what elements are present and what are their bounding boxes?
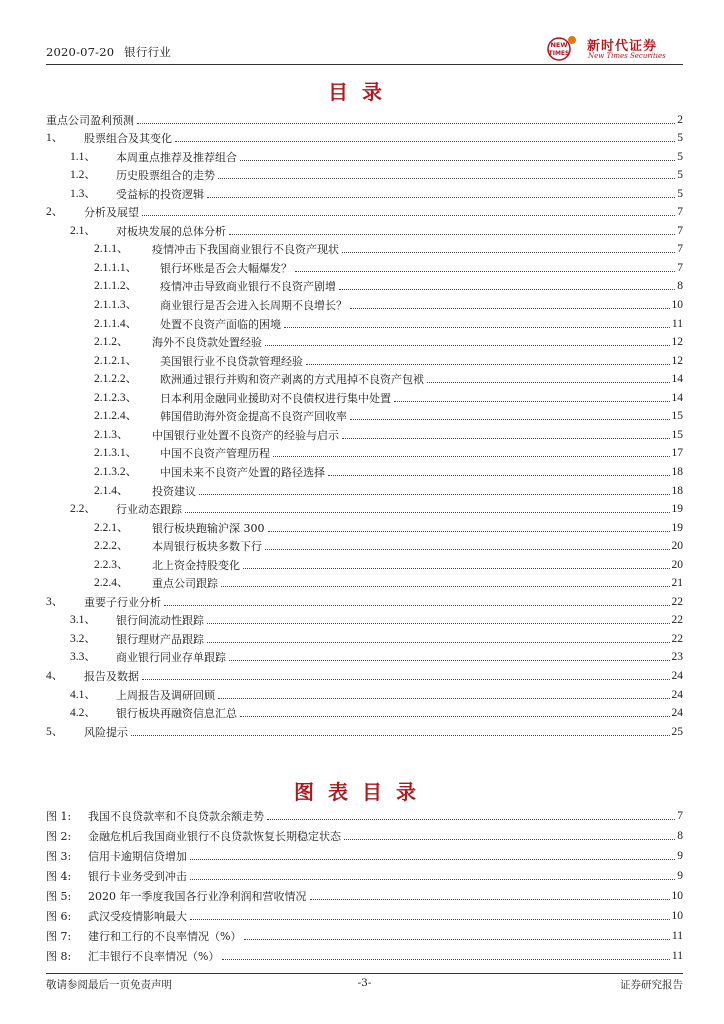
toc-entry-label: 中国银行业处置不良资产的经验与启示 [152, 428, 339, 442]
toc-entry[interactable] [46, 627, 683, 646]
toc-entry-number: 3、 [46, 595, 64, 608]
dot-leader [306, 364, 670, 365]
dot-leader [350, 308, 670, 309]
dot-leader [267, 819, 675, 820]
toc-entry-page: 5 [677, 150, 683, 163]
toc-entry[interactable] [46, 386, 683, 405]
toc-entry-label: 北上资金持股变化 [152, 558, 240, 572]
toc-entry[interactable] [46, 349, 683, 368]
toc-entry-page: 7 [677, 243, 683, 256]
toc-entry-label: 银行理财产品跟踪 [116, 632, 204, 646]
toc-entry-page: 22 [671, 595, 683, 608]
toc-entry[interactable] [46, 572, 683, 591]
toc-entry-number: 2.1.2.4、 [94, 410, 138, 423]
figure-entry[interactable] [46, 945, 683, 964]
figure-entry-page: 10 [671, 889, 683, 902]
toc-entry-number: 3.1、 [70, 614, 96, 627]
figure-entry-label: 我国不良贷款率和不良贷款余额走势 [88, 809, 264, 823]
dot-leader [222, 959, 669, 960]
figure-entry[interactable] [46, 804, 683, 823]
toc-entry-page: 24 [671, 670, 683, 682]
dot-leader [284, 327, 670, 328]
figure-entry-page: 8 [677, 829, 683, 842]
toc-entry[interactable] [46, 164, 683, 183]
toc-entry-number: 1.2、 [70, 169, 96, 182]
toc-entry-label: 重要子行业分析 [84, 595, 161, 609]
toc-entry[interactable] [46, 201, 683, 220]
toc-entry-number: 5、 [46, 725, 64, 738]
toc-entry-page: 5 [677, 169, 683, 182]
dot-leader [240, 160, 675, 161]
toc-entry-label: 韩国借助海外资金提高不良资产回收率 [160, 410, 347, 424]
toc-entry-page: 23 [671, 651, 683, 664]
footer-divider [46, 973, 683, 974]
toc-entry-label: 疫情冲击下我国商业银行不良资产现状 [152, 243, 339, 257]
toc-entry[interactable] [46, 442, 683, 461]
toc-entry-label: 疫情冲击导致商业银行不良资产剧增 [160, 280, 336, 294]
toc-entry-number: 2.2.1、 [94, 521, 129, 534]
toc-entry[interactable] [46, 108, 683, 127]
dot-leader [265, 345, 670, 346]
toc-entry-page: 20 [671, 558, 683, 571]
toc-entry-label: 行业动态跟踪 [116, 503, 182, 517]
figure-entry-label: 2020 年一季度我国各行业净利润和营收情况 [88, 889, 307, 903]
figure-entry-label: 金融危机后我国商业银行不良贷款恢复长期稳定状态 [88, 829, 341, 843]
toc-entry-number: 2.1.2.1、 [94, 354, 138, 367]
toc-entry-label: 日本利用金融同业援助对不良债权进行集中处置 [160, 391, 391, 405]
toc-entry-number: 2.1.4、 [94, 484, 129, 497]
dot-leader [190, 879, 675, 880]
toc-entry[interactable] [46, 702, 683, 721]
dot-leader [344, 839, 675, 840]
toc-entry[interactable] [46, 145, 683, 164]
dot-leader [342, 438, 670, 439]
toc-entry-number: 2.1.2.2、 [94, 373, 138, 386]
figure-entry-page: 11 [671, 930, 683, 943]
page-header [46, 34, 683, 64]
dot-leader [295, 271, 675, 272]
toc-entry-page: 19 [671, 503, 683, 516]
dot-leader [221, 586, 670, 587]
toc-entry-label: 银行间流动性跟踪 [116, 614, 204, 628]
toc-entry-number: 3.3、 [70, 651, 96, 664]
toc-entry-label: 海外不良贷款处置经验 [152, 336, 262, 350]
toc-entry-number: 1.3、 [70, 187, 96, 200]
new-times-logo-icon [543, 34, 583, 62]
figure-entry-number: 图 4: [46, 869, 72, 883]
dot-leader [207, 623, 670, 624]
toc-entry-page: 12 [671, 354, 683, 367]
toc-entry-page: 25 [671, 725, 683, 738]
figure-entry-number: 图 8: [46, 950, 72, 964]
dot-leader [243, 568, 670, 569]
toc-entry-label: 重点公司跟踪 [152, 577, 218, 591]
dot-leader [342, 252, 675, 253]
figure-entry-label: 武汉受疫情影响最大 [88, 910, 187, 923]
toc-entry-page: 20 [671, 540, 683, 553]
company-logo [543, 34, 683, 62]
toc-entry-number: 4.2、 [70, 707, 96, 720]
dot-leader [328, 475, 670, 476]
dot-leader [218, 178, 675, 179]
toc-entry-page: 22 [671, 614, 683, 627]
toc-entry-number: 2.1.3.2、 [94, 465, 138, 478]
figure-entry[interactable] [46, 925, 683, 944]
toc-entry[interactable] [46, 720, 683, 739]
toc-entry-number: 2.1.1、 [94, 243, 129, 256]
page-number: -3- [357, 977, 372, 989]
toc-entry-number: 3.2、 [70, 632, 96, 645]
dot-leader [229, 660, 670, 661]
toc-entry-number: 2.2.4、 [94, 577, 129, 590]
toc-entry-number: 2.1.2.3、 [94, 391, 138, 404]
toc-entry-label: 中国不良资产管理历程 [160, 447, 270, 461]
figure-entry-number: 图 6: [46, 910, 72, 923]
dot-leader [244, 939, 669, 940]
figure-entry-label: 汇丰银行不良率情况（%） [88, 950, 220, 964]
toc-entry-number: 4.1、 [70, 688, 96, 701]
dot-leader [190, 919, 670, 920]
toc-entry[interactable] [46, 182, 683, 201]
figure-entry-page: 11 [671, 950, 683, 963]
figure-entry-page: 10 [671, 910, 683, 922]
toc-entry-label: 分析及展望 [84, 206, 139, 220]
toc-entry-page: 18 [671, 465, 683, 478]
toc-entry[interactable] [46, 423, 683, 442]
toc-entry[interactable] [46, 535, 683, 554]
report-date: 2020-07-20 [46, 45, 115, 59]
toc-entry[interactable] [46, 405, 683, 424]
toc-entry-page: 12 [671, 336, 683, 349]
dot-leader [142, 679, 670, 680]
toc-entry-label: 银行板块再融资信息汇总 [116, 707, 237, 721]
dot-leader [190, 859, 675, 860]
toc-entry[interactable] [46, 294, 683, 313]
figure-entry-page: 7 [677, 809, 683, 822]
toc-entry-page: 11 [671, 317, 683, 330]
figure-entry[interactable] [46, 884, 683, 903]
toc-entry[interactable] [46, 516, 683, 535]
figure-entry-number: 图 2: [46, 829, 72, 843]
toc-entry[interactable] [46, 368, 683, 387]
toc-entry-page: 10 [671, 299, 683, 311]
dot-leader [268, 531, 670, 532]
toc-entry-page: 5 [677, 187, 683, 200]
toc-entry-number: 2、 [46, 206, 64, 219]
dot-leader [273, 456, 670, 457]
toc-entry-label: 银行坏账是否会大幅爆发？ [160, 261, 292, 275]
toc-entry-label: 本周重点推荐及推荐组合 [116, 150, 237, 164]
toc-entry[interactable] [46, 331, 683, 350]
dot-leader [185, 512, 670, 513]
toc-entry-label: 欧洲通过银行并购和资产剥离的方式甩掉不良资产包袱 [160, 373, 424, 387]
dot-leader [207, 642, 670, 643]
toc-entry-page: 14 [671, 391, 683, 404]
logo-english-name: New Times Securities [588, 52, 666, 60]
dot-leader [137, 123, 675, 124]
figure-entry-label: 银行卡业务受到冲击 [88, 869, 187, 883]
toc-entry-page: 2 [677, 113, 683, 126]
logo-chinese-name: 新时代证券 [587, 39, 658, 54]
toc-entry-page: 15 [671, 410, 683, 423]
figure-entry[interactable] [46, 844, 683, 863]
toc-entry-label: 股票组合及其变化 [84, 132, 172, 146]
toc-entry-page: 24 [671, 707, 683, 720]
toc-entry-number: 2.1.1.1、 [94, 261, 138, 274]
toc-entry-page: 18 [671, 484, 683, 497]
toc-entry-number: 2.1、 [70, 224, 96, 237]
header-divider [46, 64, 683, 65]
toc-entry-page: 17 [671, 447, 683, 460]
svg-text:TIMES: TIMES [548, 50, 570, 57]
figure-entry[interactable] [46, 824, 683, 843]
footer-disclaimer: 敬请参阅最后一页免责声明 [46, 979, 172, 991]
toc-entry-page: 5 [677, 132, 683, 145]
dot-leader [175, 141, 675, 142]
toc-entry-number: 2.2.3、 [94, 558, 129, 571]
figure-entry[interactable] [46, 864, 683, 883]
dot-leader [229, 234, 675, 235]
toc-entry-page: 7 [677, 261, 683, 274]
figure-entry-page: 9 [677, 869, 683, 882]
toc-entry-label: 上周报告及调研回顾 [116, 688, 215, 702]
toc-entry-page: 14 [671, 373, 683, 386]
toc-entry-number: 2.1.1.4、 [94, 317, 138, 330]
toc-entry[interactable] [46, 312, 683, 331]
figure-entry[interactable] [46, 905, 683, 924]
toc-entry-label: 中国未来不良资产处置的路径选择 [160, 465, 325, 479]
toc-entry[interactable] [46, 460, 683, 479]
figure-entry-label: 信用卡逾期信贷增加 [88, 849, 187, 863]
toc-entry-page: 7 [677, 206, 683, 219]
figure-entry-page: 9 [677, 849, 683, 862]
dot-leader [350, 419, 670, 420]
toc-entry-label: 处置不良资产面临的困境 [160, 317, 281, 331]
figure-entry-number: 图 3: [46, 849, 72, 863]
dot-leader [339, 289, 675, 290]
toc-entry-label: 商业银行同业存单跟踪 [116, 651, 226, 665]
toc-entry-number: 2.1.1.3、 [94, 299, 138, 311]
figure-entry-number: 图 5: [46, 889, 72, 903]
toc-entry-page: 22 [671, 632, 683, 645]
dot-leader [164, 605, 670, 606]
toc-entry[interactable] [46, 498, 683, 517]
toc-entry-number: 2.2.2、 [94, 540, 129, 553]
dot-leader [131, 735, 670, 736]
toc-entry-label: 历史股票组合的走势 [116, 169, 215, 183]
toc-entry-number: 1.1、 [70, 150, 96, 163]
dot-leader [394, 401, 670, 402]
dot-leader [207, 197, 675, 198]
toc-entry-page: 8 [677, 280, 683, 293]
dot-leader [427, 382, 670, 383]
toc-entry-label: 银行板块跑输沪深 300 [152, 521, 265, 535]
report-type: 证券研究报告 [620, 979, 683, 991]
toc-entry-page: 21 [671, 577, 683, 590]
toc-entry-page: 15 [671, 428, 683, 441]
toc-entry-number: 4、 [46, 670, 64, 682]
toc-entry[interactable] [46, 219, 683, 238]
toc-entry-number: 2.1.2、 [94, 336, 129, 349]
toc-entry-label: 投资建议 [152, 484, 196, 498]
toc-entry[interactable] [46, 609, 683, 628]
toc-entry-number: 2.2、 [70, 503, 96, 516]
figure-entry-label: 建行和工行的不良率情况（%） [88, 930, 242, 944]
toc-entry-page: 24 [671, 688, 683, 701]
toc-entry-number: 2.1.3.1、 [94, 447, 138, 460]
toc-entry-label: 受益标的投资逻辑 [116, 187, 204, 201]
dot-leader [199, 494, 670, 495]
toc-entry-number: 2.1.1.2、 [94, 280, 138, 293]
industry-label: 银行行业 [124, 45, 171, 59]
toc-entry[interactable] [46, 553, 683, 572]
toc-entry[interactable] [46, 683, 683, 702]
dot-leader [218, 698, 670, 699]
toc-entry[interactable] [46, 275, 683, 294]
header-meta [46, 44, 171, 60]
toc-entry-label: 对板块发展的总体分析 [116, 224, 226, 238]
toc-title: 目录 [328, 80, 396, 104]
toc-entry-page: 7 [677, 224, 683, 237]
toc-entry-label: 美国银行业不良贷款管理经验 [160, 354, 303, 368]
dot-leader [310, 899, 670, 900]
toc-entry-label: 商业银行是否会进入长周期不良增长？ [160, 299, 347, 312]
toc-entry-number: 1、 [46, 132, 64, 145]
dot-leader [265, 549, 670, 550]
svg-text:NEW: NEW [550, 41, 568, 49]
toc-entry[interactable] [46, 238, 683, 257]
toc-entry-label: 本周银行板块多数下行 [152, 540, 262, 554]
toc-entry-page: 19 [671, 521, 683, 534]
dot-leader [240, 716, 670, 717]
toc-entry[interactable] [46, 256, 683, 275]
dot-leader [142, 215, 675, 216]
toc-entry[interactable] [46, 479, 683, 498]
toc-entry-number: 2.1.3、 [94, 428, 129, 441]
toc-entry-label: 风险提示 [84, 725, 128, 739]
figures-title: 图表目录 [294, 780, 430, 804]
toc-entry[interactable] [46, 665, 683, 684]
figure-entry-number: 图 1: [46, 809, 72, 823]
toc-entry[interactable] [46, 646, 683, 665]
toc-entry-label: 报告及数据 [84, 670, 139, 683]
toc-entry-label: 重点公司盈利预测 [46, 113, 134, 127]
toc-entry[interactable] [46, 590, 683, 609]
toc-entry[interactable] [46, 127, 683, 146]
figure-entry-number: 图 7: [46, 930, 72, 944]
